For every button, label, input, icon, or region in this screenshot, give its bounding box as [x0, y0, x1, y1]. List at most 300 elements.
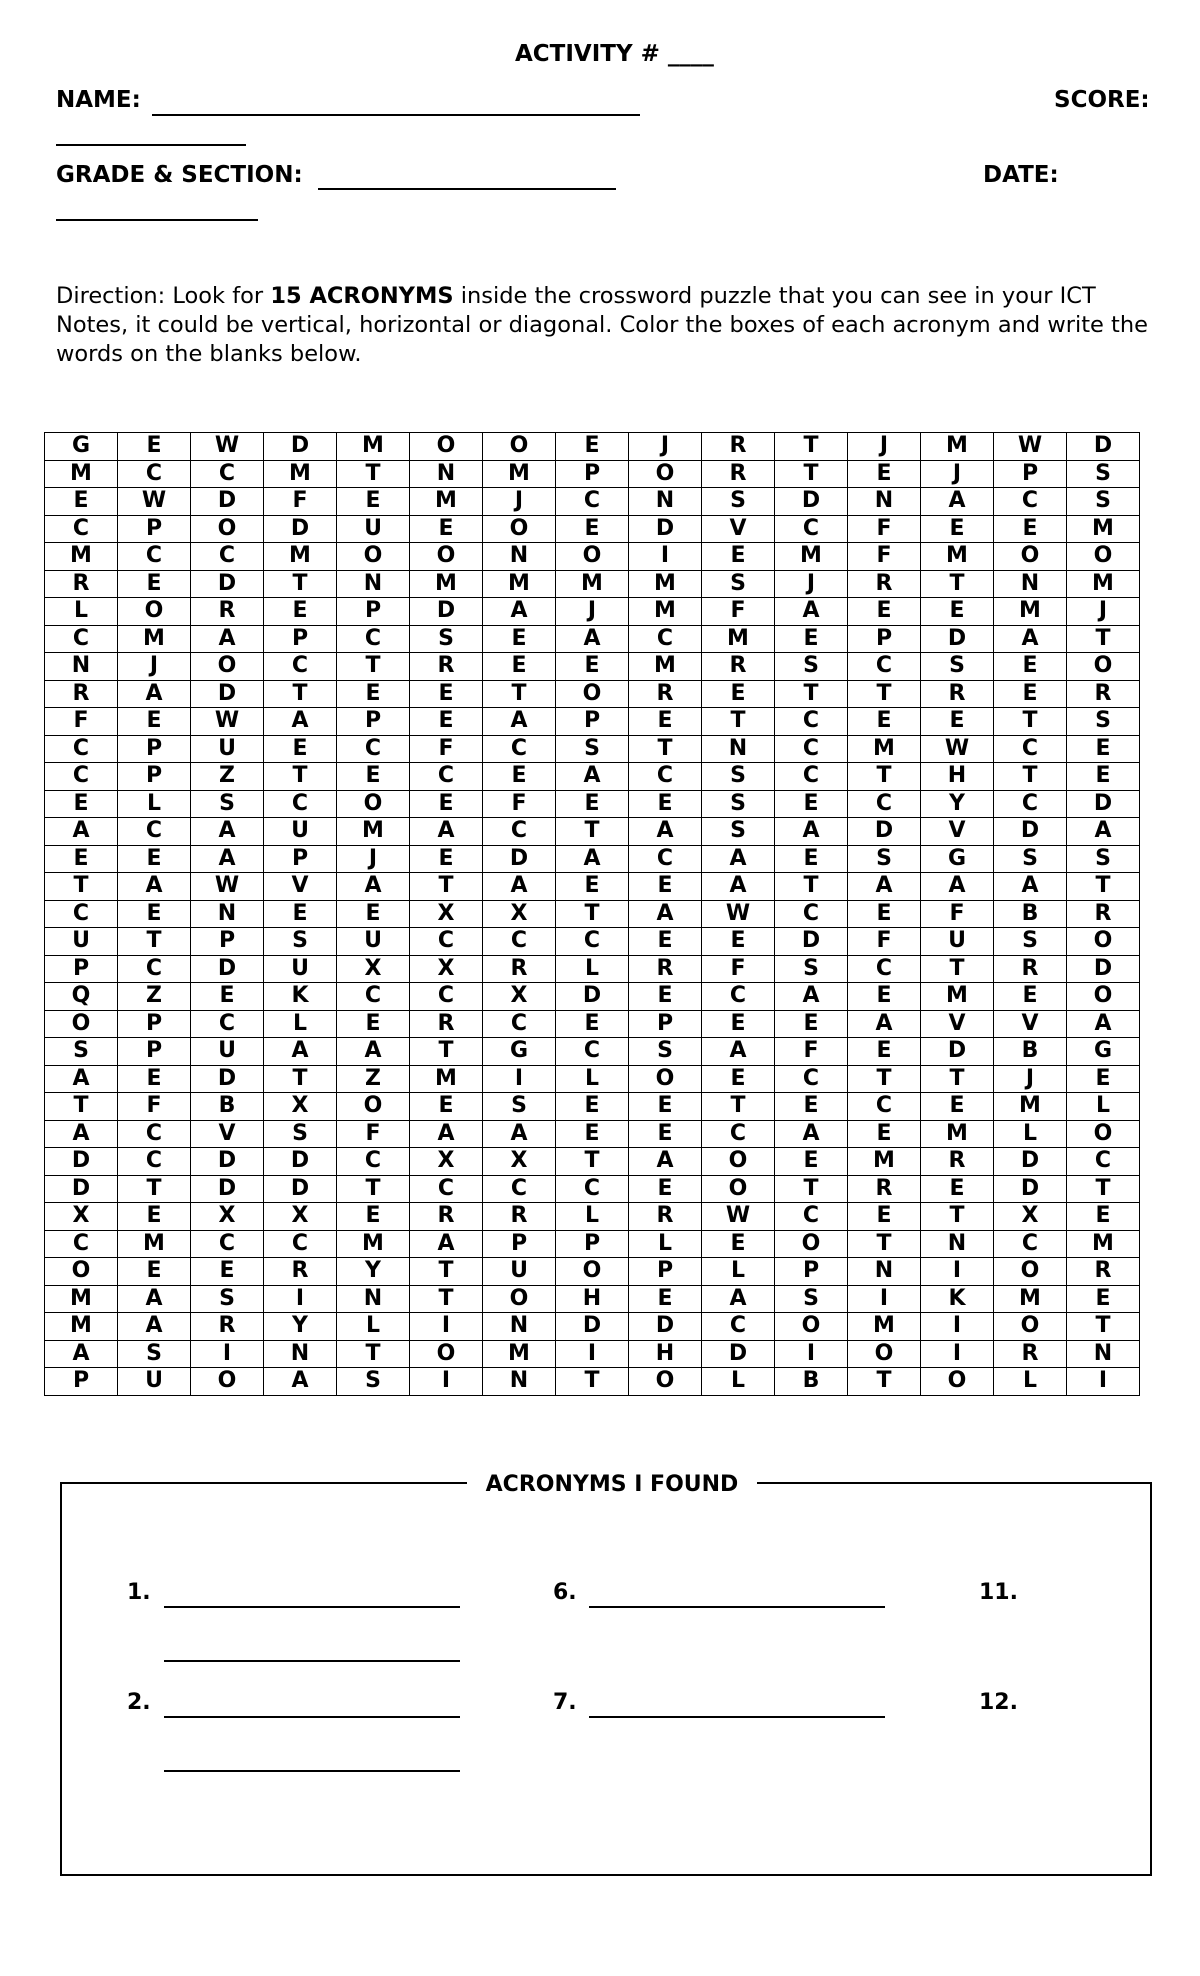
grid-cell[interactable]: B: [191, 1093, 264, 1121]
grid-cell[interactable]: S: [1067, 460, 1140, 488]
grid-cell[interactable]: H: [629, 1340, 702, 1368]
grid-cell[interactable]: T: [1067, 1175, 1140, 1203]
grid-cell[interactable]: A: [483, 1120, 556, 1148]
grid-cell[interactable]: E: [629, 1093, 702, 1121]
grid-cell[interactable]: P: [45, 1368, 118, 1396]
grid-cell[interactable]: S: [848, 845, 921, 873]
grid-cell[interactable]: V: [921, 818, 994, 846]
grid-cell[interactable]: R: [629, 1203, 702, 1231]
grid-cell[interactable]: C: [118, 1120, 191, 1148]
grid-cell[interactable]: M: [45, 543, 118, 571]
grid-cell[interactable]: R: [410, 1203, 483, 1231]
grid-cell[interactable]: A: [1067, 1010, 1140, 1038]
grid-cell[interactable]: D: [264, 1148, 337, 1176]
grid-cell[interactable]: T: [264, 570, 337, 598]
grade-section-field[interactable]: [318, 188, 616, 190]
grid-cell[interactable]: E: [775, 845, 848, 873]
answer-field-6[interactable]: [589, 1606, 885, 1608]
grid-cell[interactable]: K: [921, 1285, 994, 1313]
grid-cell[interactable]: R: [702, 433, 775, 461]
grid-cell[interactable]: C: [775, 900, 848, 928]
grid-cell[interactable]: I: [191, 1340, 264, 1368]
grid-cell[interactable]: V: [994, 1010, 1067, 1038]
grid-cell[interactable]: D: [191, 1175, 264, 1203]
grid-cell[interactable]: R: [191, 1313, 264, 1341]
grid-cell[interactable]: P: [483, 1230, 556, 1258]
grid-cell[interactable]: Y: [264, 1313, 337, 1341]
grid-cell[interactable]: O: [337, 790, 410, 818]
grid-cell[interactable]: O: [118, 598, 191, 626]
grid-cell[interactable]: D: [994, 1175, 1067, 1203]
grid-cell[interactable]: J: [775, 570, 848, 598]
grid-cell[interactable]: B: [775, 1368, 848, 1396]
grid-cell[interactable]: C: [45, 625, 118, 653]
grid-cell[interactable]: O: [556, 543, 629, 571]
grid-cell[interactable]: E: [1067, 735, 1140, 763]
grid-cell[interactable]: O: [994, 1258, 1067, 1286]
grid-cell[interactable]: C: [337, 1148, 410, 1176]
grid-cell[interactable]: E: [629, 1175, 702, 1203]
grid-cell[interactable]: E: [191, 1258, 264, 1286]
grid-cell[interactable]: T: [118, 1175, 191, 1203]
grid-cell[interactable]: I: [410, 1313, 483, 1341]
grid-cell[interactable]: E: [702, 1230, 775, 1258]
grid-cell[interactable]: E: [702, 1010, 775, 1038]
grid-cell[interactable]: C: [483, 1175, 556, 1203]
grid-cell[interactable]: P: [556, 1230, 629, 1258]
grid-cell[interactable]: P: [264, 625, 337, 653]
grid-cell[interactable]: F: [118, 1093, 191, 1121]
grid-cell[interactable]: A: [45, 1340, 118, 1368]
grid-cell[interactable]: M: [483, 1340, 556, 1368]
grid-cell[interactable]: O: [1067, 543, 1140, 571]
grid-cell[interactable]: N: [191, 900, 264, 928]
grid-cell[interactable]: C: [1067, 1148, 1140, 1176]
grid-cell[interactable]: S: [191, 790, 264, 818]
grid-cell[interactable]: C: [702, 983, 775, 1011]
grid-cell[interactable]: T: [410, 1038, 483, 1066]
grid-cell[interactable]: B: [994, 1038, 1067, 1066]
grid-cell[interactable]: F: [702, 598, 775, 626]
grid-cell[interactable]: C: [45, 515, 118, 543]
grid-cell[interactable]: E: [848, 983, 921, 1011]
grid-cell[interactable]: F: [337, 1120, 410, 1148]
grid-cell[interactable]: C: [775, 735, 848, 763]
grid-cell[interactable]: R: [629, 680, 702, 708]
grid-cell[interactable]: T: [264, 680, 337, 708]
grid-cell[interactable]: P: [848, 625, 921, 653]
grid-cell[interactable]: E: [118, 570, 191, 598]
grid-cell[interactable]: X: [483, 900, 556, 928]
grid-cell[interactable]: J: [118, 653, 191, 681]
grid-cell[interactable]: R: [483, 955, 556, 983]
grid-cell[interactable]: U: [264, 955, 337, 983]
grid-cell[interactable]: S: [775, 955, 848, 983]
grid-cell[interactable]: M: [118, 1230, 191, 1258]
grid-cell[interactable]: E: [1067, 763, 1140, 791]
grid-cell[interactable]: O: [775, 1313, 848, 1341]
grid-cell[interactable]: W: [702, 900, 775, 928]
grid-cell[interactable]: E: [118, 845, 191, 873]
grid-cell[interactable]: C: [191, 460, 264, 488]
grid-cell[interactable]: D: [556, 1313, 629, 1341]
grid-cell[interactable]: N: [1067, 1340, 1140, 1368]
grid-cell[interactable]: S: [191, 1285, 264, 1313]
grid-cell[interactable]: N: [994, 570, 1067, 598]
grid-cell[interactable]: Z: [337, 1065, 410, 1093]
grid-cell[interactable]: S: [118, 1340, 191, 1368]
grid-cell[interactable]: D: [191, 570, 264, 598]
grid-cell[interactable]: C: [118, 818, 191, 846]
grid-cell[interactable]: E: [45, 488, 118, 516]
grid-cell[interactable]: O: [994, 543, 1067, 571]
grid-cell[interactable]: C: [337, 625, 410, 653]
grid-cell[interactable]: L: [264, 1010, 337, 1038]
grid-cell[interactable]: H: [921, 763, 994, 791]
answer-field-7[interactable]: [589, 1716, 885, 1718]
grid-cell[interactable]: E: [556, 790, 629, 818]
grid-cell[interactable]: L: [556, 955, 629, 983]
grid-cell[interactable]: C: [556, 1038, 629, 1066]
grid-cell[interactable]: J: [921, 460, 994, 488]
grid-cell[interactable]: C: [629, 845, 702, 873]
grid-cell[interactable]: F: [483, 790, 556, 818]
grid-cell[interactable]: E: [775, 1148, 848, 1176]
grid-cell[interactable]: O: [337, 1093, 410, 1121]
grid-cell[interactable]: U: [921, 928, 994, 956]
grid-cell[interactable]: E: [848, 900, 921, 928]
grid-cell[interactable]: X: [264, 1203, 337, 1231]
score-field[interactable]: [56, 144, 246, 146]
grid-cell[interactable]: I: [483, 1065, 556, 1093]
grid-cell[interactable]: A: [702, 873, 775, 901]
grid-cell[interactable]: A: [629, 900, 702, 928]
grid-cell[interactable]: E: [629, 983, 702, 1011]
grid-cell[interactable]: A: [775, 598, 848, 626]
grid-cell[interactable]: S: [921, 653, 994, 681]
grid-cell[interactable]: P: [191, 928, 264, 956]
grid-cell[interactable]: N: [848, 1258, 921, 1286]
grid-cell[interactable]: E: [556, 433, 629, 461]
grid-cell[interactable]: D: [191, 1148, 264, 1176]
grid-cell[interactable]: L: [702, 1368, 775, 1396]
grid-cell[interactable]: L: [337, 1313, 410, 1341]
grid-cell[interactable]: A: [118, 680, 191, 708]
grid-cell[interactable]: A: [264, 1038, 337, 1066]
grid-cell[interactable]: E: [629, 708, 702, 736]
grid-cell[interactable]: E: [410, 515, 483, 543]
grid-cell[interactable]: M: [994, 1285, 1067, 1313]
grid-cell[interactable]: R: [994, 955, 1067, 983]
grid-cell[interactable]: D: [483, 845, 556, 873]
grid-cell[interactable]: C: [483, 928, 556, 956]
grid-cell[interactable]: A: [191, 625, 264, 653]
grid-cell[interactable]: L: [702, 1258, 775, 1286]
grid-cell[interactable]: N: [848, 488, 921, 516]
grid-cell[interactable]: I: [921, 1258, 994, 1286]
grid-cell[interactable]: E: [483, 653, 556, 681]
grid-cell[interactable]: X: [483, 983, 556, 1011]
grid-cell[interactable]: M: [118, 625, 191, 653]
grid-cell[interactable]: T: [556, 1368, 629, 1396]
grid-cell[interactable]: A: [921, 873, 994, 901]
grid-cell[interactable]: O: [410, 543, 483, 571]
grid-cell[interactable]: O: [45, 1258, 118, 1286]
grid-cell[interactable]: X: [264, 1093, 337, 1121]
grid-cell[interactable]: D: [921, 625, 994, 653]
grid-cell[interactable]: L: [556, 1065, 629, 1093]
grid-cell[interactable]: X: [191, 1203, 264, 1231]
grid-cell[interactable]: P: [556, 460, 629, 488]
grid-cell[interactable]: C: [775, 1065, 848, 1093]
grid-cell[interactable]: C: [775, 763, 848, 791]
grid-cell[interactable]: O: [556, 680, 629, 708]
grid-cell[interactable]: M: [264, 460, 337, 488]
grid-cell[interactable]: P: [337, 708, 410, 736]
grid-cell[interactable]: M: [45, 460, 118, 488]
grid-cell[interactable]: D: [264, 433, 337, 461]
grid-cell[interactable]: M: [629, 598, 702, 626]
grid-cell[interactable]: S: [45, 1038, 118, 1066]
grid-cell[interactable]: A: [775, 818, 848, 846]
grid-cell[interactable]: T: [410, 873, 483, 901]
grid-cell[interactable]: O: [191, 653, 264, 681]
grid-cell[interactable]: R: [45, 570, 118, 598]
grid-cell[interactable]: I: [264, 1285, 337, 1313]
grid-cell[interactable]: A: [629, 1148, 702, 1176]
grid-cell[interactable]: Q: [45, 983, 118, 1011]
grid-cell[interactable]: D: [1067, 955, 1140, 983]
grid-cell[interactable]: L: [629, 1230, 702, 1258]
grid-cell[interactable]: C: [264, 653, 337, 681]
grid-cell[interactable]: M: [337, 433, 410, 461]
grid-cell[interactable]: K: [264, 983, 337, 1011]
grid-cell[interactable]: E: [848, 708, 921, 736]
grid-cell[interactable]: E: [337, 680, 410, 708]
grid-cell[interactable]: N: [337, 1285, 410, 1313]
grid-cell[interactable]: C: [483, 735, 556, 763]
grid-cell[interactable]: X: [410, 1148, 483, 1176]
grid-cell[interactable]: C: [337, 983, 410, 1011]
grid-cell[interactable]: J: [337, 845, 410, 873]
grid-cell[interactable]: T: [848, 1065, 921, 1093]
grid-cell[interactable]: E: [118, 1258, 191, 1286]
grid-cell[interactable]: C: [994, 1230, 1067, 1258]
grid-cell[interactable]: E: [191, 983, 264, 1011]
grid-cell[interactable]: F: [848, 928, 921, 956]
grid-cell[interactable]: P: [629, 1258, 702, 1286]
grid-cell[interactable]: M: [45, 1313, 118, 1341]
grid-cell[interactable]: E: [994, 983, 1067, 1011]
grid-cell[interactable]: T: [556, 818, 629, 846]
grid-cell[interactable]: T: [337, 460, 410, 488]
grid-cell[interactable]: D: [1067, 433, 1140, 461]
grid-cell[interactable]: M: [848, 1148, 921, 1176]
grid-cell[interactable]: E: [410, 1093, 483, 1121]
grid-cell[interactable]: E: [1067, 1065, 1140, 1093]
grid-cell[interactable]: C: [410, 928, 483, 956]
grid-cell[interactable]: T: [410, 1285, 483, 1313]
grid-cell[interactable]: E: [629, 928, 702, 956]
grid-cell[interactable]: M: [848, 735, 921, 763]
grid-cell[interactable]: N: [483, 1313, 556, 1341]
grid-cell[interactable]: S: [775, 1285, 848, 1313]
grid-cell[interactable]: S: [1067, 708, 1140, 736]
grid-cell[interactable]: E: [337, 763, 410, 791]
grid-cell[interactable]: C: [994, 488, 1067, 516]
grid-cell[interactable]: M: [410, 1065, 483, 1093]
grid-cell[interactable]: I: [629, 543, 702, 571]
grid-cell[interactable]: M: [1067, 570, 1140, 598]
grid-cell[interactable]: E: [264, 735, 337, 763]
grid-cell[interactable]: E: [994, 515, 1067, 543]
grid-cell[interactable]: A: [921, 488, 994, 516]
grid-cell[interactable]: R: [702, 460, 775, 488]
grid-cell[interactable]: E: [921, 1175, 994, 1203]
grid-cell[interactable]: E: [410, 680, 483, 708]
grid-cell[interactable]: D: [264, 515, 337, 543]
grid-cell[interactable]: E: [556, 873, 629, 901]
grid-cell[interactable]: O: [191, 515, 264, 543]
grid-cell[interactable]: M: [556, 570, 629, 598]
grid-cell[interactable]: R: [629, 955, 702, 983]
grid-cell[interactable]: N: [337, 570, 410, 598]
grid-cell[interactable]: C: [337, 735, 410, 763]
grid-cell[interactable]: T: [1067, 625, 1140, 653]
grid-cell[interactable]: O: [629, 460, 702, 488]
grid-cell[interactable]: R: [191, 598, 264, 626]
grid-cell[interactable]: N: [921, 1230, 994, 1258]
grid-cell[interactable]: R: [921, 680, 994, 708]
grid-cell[interactable]: A: [483, 708, 556, 736]
grid-cell[interactable]: C: [848, 790, 921, 818]
grid-cell[interactable]: L: [45, 598, 118, 626]
grid-cell[interactable]: E: [45, 845, 118, 873]
grid-cell[interactable]: E: [775, 1010, 848, 1038]
grid-cell[interactable]: P: [118, 735, 191, 763]
grid-cell[interactable]: E: [556, 1093, 629, 1121]
grid-cell[interactable]: E: [921, 515, 994, 543]
grid-cell[interactable]: E: [921, 708, 994, 736]
grid-cell[interactable]: S: [994, 845, 1067, 873]
grid-cell[interactable]: S: [702, 818, 775, 846]
grid-cell[interactable]: E: [337, 1203, 410, 1231]
grid-cell[interactable]: E: [337, 488, 410, 516]
grid-cell[interactable]: M: [921, 543, 994, 571]
grid-cell[interactable]: S: [994, 928, 1067, 956]
grid-cell[interactable]: Y: [337, 1258, 410, 1286]
grid-cell[interactable]: O: [921, 1368, 994, 1396]
grid-cell[interactable]: U: [191, 1038, 264, 1066]
grid-cell[interactable]: C: [848, 955, 921, 983]
grid-cell[interactable]: E: [702, 543, 775, 571]
name-field[interactable]: [152, 114, 640, 116]
grid-cell[interactable]: C: [191, 1230, 264, 1258]
grid-cell[interactable]: O: [775, 1230, 848, 1258]
grid-cell[interactable]: M: [45, 1285, 118, 1313]
grid-cell[interactable]: O: [483, 433, 556, 461]
grid-cell[interactable]: C: [410, 763, 483, 791]
grid-cell[interactable]: P: [556, 708, 629, 736]
grid-cell[interactable]: O: [848, 1340, 921, 1368]
grid-cell[interactable]: O: [410, 1340, 483, 1368]
grid-cell[interactable]: A: [483, 873, 556, 901]
grid-cell[interactable]: P: [264, 845, 337, 873]
grid-cell[interactable]: J: [994, 1065, 1067, 1093]
grid-cell[interactable]: D: [1067, 790, 1140, 818]
grid-cell[interactable]: E: [118, 433, 191, 461]
grid-cell[interactable]: I: [921, 1313, 994, 1341]
grid-cell[interactable]: R: [410, 1010, 483, 1038]
grid-cell[interactable]: A: [191, 845, 264, 873]
grid-cell[interactable]: A: [337, 1038, 410, 1066]
grid-cell[interactable]: C: [629, 625, 702, 653]
grid-cell[interactable]: E: [264, 900, 337, 928]
grid-cell[interactable]: L: [1067, 1093, 1140, 1121]
grid-cell[interactable]: A: [702, 845, 775, 873]
grid-cell[interactable]: E: [775, 625, 848, 653]
grid-cell[interactable]: C: [191, 1010, 264, 1038]
grid-cell[interactable]: R: [848, 570, 921, 598]
grid-cell[interactable]: C: [118, 1148, 191, 1176]
grid-cell[interactable]: J: [556, 598, 629, 626]
grid-cell[interactable]: T: [848, 763, 921, 791]
grid-cell[interactable]: M: [264, 543, 337, 571]
grid-cell[interactable]: A: [483, 598, 556, 626]
grid-cell[interactable]: P: [45, 955, 118, 983]
grid-cell[interactable]: W: [191, 433, 264, 461]
grid-cell[interactable]: E: [410, 845, 483, 873]
grid-cell[interactable]: P: [337, 598, 410, 626]
grid-cell[interactable]: C: [45, 900, 118, 928]
grid-cell[interactable]: T: [337, 1175, 410, 1203]
grid-cell[interactable]: U: [483, 1258, 556, 1286]
grid-cell[interactable]: D: [191, 488, 264, 516]
grid-cell[interactable]: T: [921, 570, 994, 598]
grid-cell[interactable]: F: [921, 900, 994, 928]
grid-cell[interactable]: D: [629, 1313, 702, 1341]
grid-cell[interactable]: U: [118, 1368, 191, 1396]
grid-cell[interactable]: X: [337, 955, 410, 983]
grid-cell[interactable]: M: [702, 625, 775, 653]
grid-cell[interactable]: E: [556, 1010, 629, 1038]
grid-cell[interactable]: O: [337, 543, 410, 571]
grid-cell[interactable]: J: [1067, 598, 1140, 626]
grid-cell[interactable]: M: [337, 818, 410, 846]
grid-cell[interactable]: F: [264, 488, 337, 516]
grid-cell[interactable]: A: [45, 1120, 118, 1148]
grid-cell[interactable]: D: [191, 1065, 264, 1093]
grid-cell[interactable]: N: [483, 543, 556, 571]
grid-cell[interactable]: S: [702, 790, 775, 818]
grid-cell[interactable]: S: [264, 928, 337, 956]
grid-cell[interactable]: S: [556, 735, 629, 763]
grid-cell[interactable]: B: [994, 900, 1067, 928]
grid-cell[interactable]: D: [921, 1038, 994, 1066]
grid-cell[interactable]: A: [702, 1285, 775, 1313]
grid-cell[interactable]: S: [1067, 488, 1140, 516]
grid-cell[interactable]: C: [264, 1230, 337, 1258]
grid-cell[interactable]: M: [483, 570, 556, 598]
grid-cell[interactable]: C: [410, 1175, 483, 1203]
grid-cell[interactable]: A: [264, 1368, 337, 1396]
grid-cell[interactable]: G: [45, 433, 118, 461]
grid-cell[interactable]: S: [702, 488, 775, 516]
grid-cell[interactable]: E: [483, 763, 556, 791]
grid-cell[interactable]: E: [629, 1120, 702, 1148]
grid-cell[interactable]: R: [994, 1340, 1067, 1368]
grid-cell[interactable]: C: [994, 790, 1067, 818]
